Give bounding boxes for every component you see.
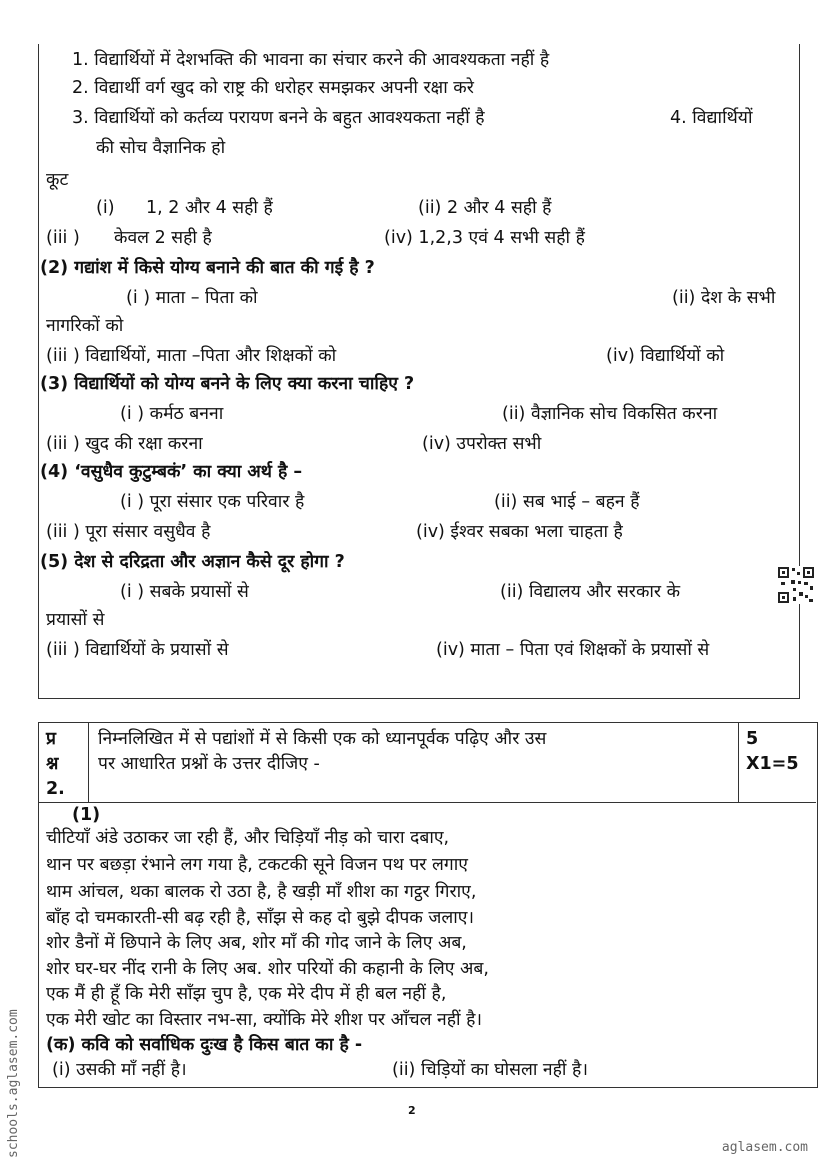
question-number-line3: 2. [46, 779, 65, 799]
q5-option-b-cont: प्रयासों से [46, 610, 105, 630]
q3-option-b: (ii) वैज्ञानिक सोच विकसित करना [502, 404, 718, 424]
table-divider [738, 722, 739, 802]
q1-option-ii: (ii) 2 और 4 सही हैं [418, 198, 552, 218]
statement-1: 1. विद्यार्थियों में देशभक्ति की भावना का संचार करने की आवश्यकता नहीं है [72, 50, 550, 70]
side-watermark: schools.aglasem.com [6, 1009, 21, 1158]
q2-option-a: (i ) माता – पिता को [126, 288, 258, 308]
q3-option-d: (iv) उपरोक्त सभी [422, 434, 542, 454]
q2-option-b: (ii) देश के सभी [672, 288, 776, 308]
footer-watermark: aglasem.com [721, 1140, 808, 1155]
q5-option-d: (iv) माता – पिता एवं शिक्षकों के प्रयासों से [436, 640, 710, 660]
poem-line: चीटियाँ अंडे उठाकर जा रही हैं, और चिड़ियाँ नीड़ को चारा दबाए, [46, 828, 450, 848]
q4-option-c: (iii ) पूरा संसार वसुधैव है [46, 522, 211, 542]
q4-question: (4) ‘वसुधैव कुटुम्बकं’ का क्या अर्थ है – [40, 462, 303, 482]
q4-option-a: (i ) पूरा संसार एक परिवार है [120, 492, 305, 512]
q4-option-d: (iv) ईश्वर सबका भला चाहता है [416, 522, 623, 542]
q5-option-c: (iii ) विद्यार्थियों के प्रयासों से [46, 640, 229, 660]
sub-question-k: (क) कवि को सर्वाधिक दुःख है किस बात का है - [46, 1035, 363, 1055]
statement-2: 2. विद्यार्थी वर्ग खुद को राष्ट्र की धरोहर समझकर अपनी रक्षा करे [72, 78, 474, 98]
question-number-line1: प्र [46, 729, 56, 749]
statement-4: 4. विद्यार्थियों [670, 108, 753, 128]
q2-option-b-cont: नागरिकों को [46, 316, 124, 336]
instruction-line1: निम्नलिखित में से पद्यांशों में से किसी एक को ध्यानपूर्वक पढ़िए और उस [98, 729, 547, 749]
q4-option-b: (ii) सब भाई – बहन हैं [494, 492, 640, 512]
marks-line2: X1=5 [746, 754, 799, 774]
poem-line: बाँह दो चमकारती-सी बढ़ रही है, साँझ से कह दो बुझे दीपक जलाए। [46, 908, 475, 928]
sub-question-k-option-i: (i) उसकी माँ नहीं है। [52, 1060, 187, 1080]
poem-line: थाम आंचल, थका बालक रो उठा है, है खड़ी माँ शीश का गट्ठर गिराए, [46, 882, 477, 902]
q2-option-d: (iv) विद्यार्थियों को [606, 346, 725, 366]
table-divider [38, 802, 816, 803]
q5-option-a: (i ) सबके प्रयासों से [120, 582, 249, 602]
page-number: 2 [408, 1104, 416, 1117]
passage-number: (1) [72, 805, 101, 825]
qr-code-icon [777, 566, 815, 604]
q1-option-iii-label: (iii ) [46, 228, 80, 248]
q5-question: (5) देश से दरिद्रता और अज्ञान कैसे दूर होगा ? [40, 552, 345, 572]
marks-line1: 5 [746, 729, 759, 749]
statement-3: 3. विद्यार्थियों को कर्तव्य परायण बनने के बहुत आवश्यकता नहीं है [72, 108, 485, 128]
q2-question: (2) गद्यांश में किसे योग्य बनाने की बात की गई है ? [40, 258, 375, 278]
q1-option-iii: केवल 2 सही है [114, 228, 212, 248]
poem-line: थान पर बछड़ा रंभाने लग गया है, टकटकी सूने विजन पथ पर लगाए [46, 855, 468, 875]
q3-question: (3) विद्यार्थियों को योग्य बनने के लिए क्या करना चाहिए ? [40, 374, 415, 394]
poem-line: शोर डैनों में छिपाने के लिए अब, शोर माँ की गोद जाने के लिए अब, [46, 933, 467, 953]
table-divider [88, 722, 89, 802]
sub-question-k-option-ii: (ii) चिड़ियों का घोसला नहीं है। [392, 1060, 588, 1080]
q3-option-c: (iii ) खुद की रक्षा करना [46, 434, 203, 454]
q5-option-b: (ii) विद्यालय और सरकार के [500, 582, 681, 602]
question-number-line2: श्न [46, 754, 59, 774]
poem-line: एक मैं ही हूँ कि मेरी साँझ चुप है, एक मेरे दीप में ही बल नहीं है, [46, 984, 447, 1004]
q1-option-i: 1, 2 और 4 सही हैं [146, 198, 273, 218]
q1-option-i-label: (i) [96, 198, 115, 218]
statement-4-cont: की सोच वैज्ञानिक हो [96, 138, 226, 158]
q3-option-a: (i ) कर्मठ बनना [120, 404, 224, 424]
poem-line: एक मेरी खोट का विस्तार नभ-सा, क्योंकि मेरे शीश पर आँचल नहीं है। [46, 1010, 483, 1030]
koot-label: कूट [46, 170, 69, 190]
q2-option-c: (iii ) विद्यार्थियों, माता –पिता और शिक्षकों को [46, 346, 337, 366]
q1-option-iv: (iv) 1,2,3 एवं 4 सभी सही हैं [384, 228, 585, 248]
instruction-line2: पर आधारित प्रश्नों के उत्तर दीजिए - [98, 754, 320, 774]
poem-line: शोर घर-घर नींद रानी के लिए अब. शोर परियों की कहानी के लिए अब, [46, 959, 489, 979]
